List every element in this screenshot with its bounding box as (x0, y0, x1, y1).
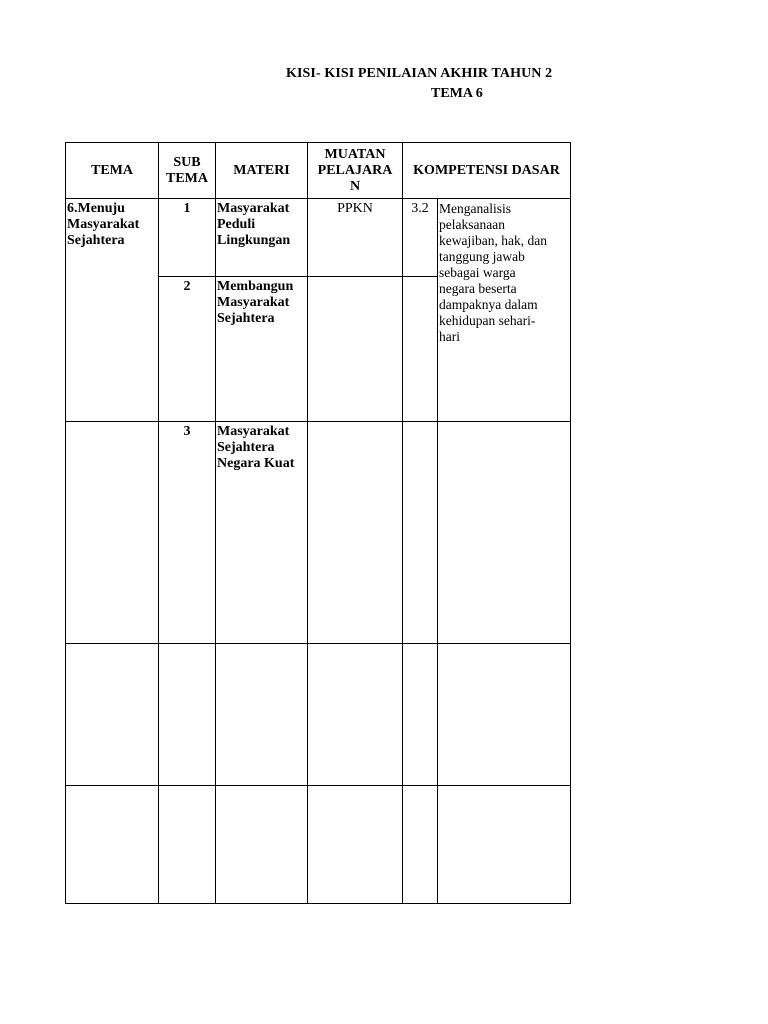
row2-bottom-line (65, 421, 571, 422)
header-tema-label: TEMA (91, 162, 133, 178)
kd-line: hari (439, 329, 460, 344)
row1-tema-line1: 6.Menuju (67, 201, 125, 216)
row1-kd-text (439, 201, 569, 345)
table-border-right (570, 142, 571, 904)
header-kompetensi-label: KOMPETENSI DASAR (413, 162, 560, 178)
row3-materi-line3: Negara Kuat (217, 456, 295, 471)
row1-tema (67, 201, 157, 249)
row2-subtema: 2 (183, 279, 191, 294)
row3-materi-line1: Masyarakat (217, 424, 290, 439)
col-divider-muatan (402, 142, 403, 904)
header-muatan (308, 143, 402, 198)
row2-materi-line1: Membangun (217, 279, 294, 294)
kd-line: dampaknya dalam (439, 297, 538, 312)
col-divider-subtema (215, 142, 216, 904)
header-subtema-line2: TEMA (166, 170, 208, 186)
kd-line: sebagai warga (439, 265, 516, 280)
kd-line: kehidupan sehari- (439, 313, 536, 328)
kd-line: kewajiban, hak, dan (439, 233, 547, 248)
kd-line: Menganalisis (439, 201, 511, 216)
header-subtema (159, 143, 215, 198)
row1-kd-number: 3.2 (411, 201, 429, 216)
row1-materi-line3: Lingkungan (217, 233, 291, 248)
row1-materi-line2: Peduli (217, 217, 256, 232)
row1-bottom-line (158, 276, 438, 277)
row1-tema-line2: Masyarakat (67, 217, 140, 232)
row3-materi (217, 424, 307, 472)
header-muatan-line2: PELAJARA (317, 162, 393, 178)
row1-tema-line3: Sejahtera (67, 233, 125, 248)
header-muatan-line1: MUATAN (324, 146, 386, 162)
row3-materi-line2: Sejahtera (217, 440, 275, 455)
document-title: KISI- KISI PENILAIAN AKHIR TAHUN 2 (286, 66, 553, 81)
header-muatan-line3: N (349, 178, 361, 194)
row4-bottom-line (65, 785, 571, 786)
col-divider-kd-number (437, 198, 438, 904)
table-border-left (65, 142, 66, 904)
header-tema (66, 143, 158, 198)
document-subtitle: TEMA 6 (431, 86, 483, 101)
header-subtema-line1: SUB (173, 154, 201, 170)
col-divider-tema (158, 142, 159, 904)
row2-materi-line2: Masyarakat (217, 295, 290, 310)
row2-materi (217, 279, 307, 327)
row1-materi (217, 201, 307, 249)
row2-materi-line3: Sejahtera (217, 311, 275, 326)
header-materi-label: MATERI (233, 162, 290, 178)
header-kompetensi (403, 143, 570, 198)
table-border-bottom (65, 903, 571, 904)
header-materi (216, 143, 307, 198)
col-divider-materi (307, 142, 308, 904)
header-bottom-line (65, 198, 571, 199)
kd-line: negara beserta (439, 281, 517, 296)
row1-subtema: 1 (183, 201, 191, 216)
kd-line: pelaksanaan (439, 217, 505, 232)
row1-materi-line1: Masyarakat (217, 201, 290, 216)
row1-muatan: PPKN (337, 201, 373, 216)
kd-line: tanggung jawab (439, 249, 525, 264)
row3-subtema: 3 (183, 424, 191, 439)
row3-bottom-line (65, 643, 571, 644)
